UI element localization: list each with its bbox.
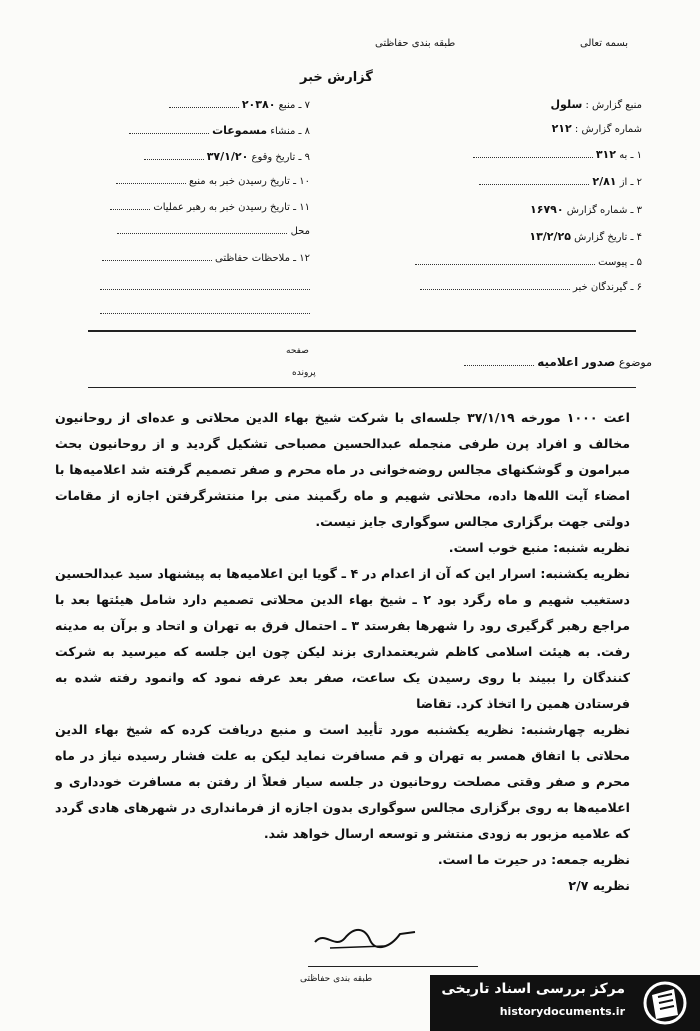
- watermark-url: historydocuments.ir: [499, 1005, 625, 1018]
- field-right-8: ۶ ـ گیرندگان خبر: [420, 282, 642, 293]
- field-left-place: محل: [117, 226, 310, 237]
- subject-side-note-2: پرونده: [292, 368, 316, 378]
- subject-side-note-1: صفحه: [286, 346, 309, 356]
- separator-rule-top: [88, 330, 636, 332]
- field-right-3: ۱ ـ به ۳۱۲: [473, 148, 642, 161]
- field-left-11: ۱۱ ـ تاریخ رسیدن خبر به رهبر عملیات: [110, 202, 310, 213]
- watermark-title: مرکز بررسی اسناد تاریخی: [441, 981, 625, 997]
- body-paragraph-4: نظریه چهارشنبه: نظریه یکشنبه مورد تأیید است و منبع دریافت کرده که شیخ بهاء الدین محلاتی با اتفاق همسر به تهران و قم مسافرت نماید لیکن به علت فشار رسیده نیاز در ماه محرم و صفر وقتی مصلحت روحانیون در جلسه سیار فعلاً از رفتن به مسافرت خودداری و اعلامیه‌ها به روی برگزاری مجالس سوگواری بدون اجازه از فرمانداری در شهرهای هادی گردد که علامیه مزبور به زودی منتشر و توسعه ارسال خواهد شد.: [55, 722, 630, 841]
- field-right-5: ۳ ـ شماره گزارش ۱۶۷۹۰: [530, 203, 642, 216]
- field-left-8: ۸ ـ منشاء مسموعات: [129, 124, 310, 137]
- header-classification: طبقه بندی حفاظتی: [375, 38, 456, 49]
- field-right-2: شماره گزارش : ۲۱۲: [551, 122, 642, 135]
- field-right-1: منبع گزارش : سلول: [550, 98, 642, 111]
- subject-line: موضوع صدور اعلامیه: [464, 355, 652, 369]
- footer-rule: [308, 966, 478, 967]
- document-title: گزارش خبر: [300, 70, 373, 85]
- field-left-blank: [100, 282, 310, 293]
- separator-rule-subject: [88, 387, 636, 388]
- field-right-6: ۴ ـ تاریخ گزارش ۱۳/۲/۲۵: [529, 230, 642, 243]
- watermark-band: [430, 975, 700, 1031]
- report-body: [55, 405, 630, 899]
- field-left-9: ۹ ـ تاریخ وقوع ۳۷/۱/۲۰: [144, 150, 310, 163]
- header-top-right: بسمه تعالی: [580, 38, 629, 49]
- field-left-blank-2: [100, 306, 310, 317]
- body-paragraph-3: نظریه یکشنبه: اسرار این که آن از اعدام در ۴ ـ گویا این اعلامیه‌ها به پیشنهاد سید عبدالحسین دستغیب شهیم و ماه رگرد بود ۲ ـ شیخ بهاء الدین محلاتی تصمیم دارد شامل هیئتها بعد با مراجع رهبر گرگیری رود را شهرها بفرستد ۳ ـ احتمال فرق به تهران و اتحاد و برآن به مدینه رفت. به هیئت اسلامی کاظم شریعتمداری بزند لیکن چون این جلسه که میرسید به شرکت کنندگان را ببیند با روی رسیدن یک ساعت، صفر بعد عرفه نمود که وانمود رفته شده به فرستادن همین را اتخاذ کرد. تقاضا: [55, 566, 630, 711]
- body-paragraph-1: اعت ۱۰۰۰ مورخه ۳۷/۱/۱۹ جلسه‌ای با شرکت شیخ بهاء الدین محلاتی و عده‌ای از روحانیون مخالف و افراد پرن طرفی منجمله عبدالحسین مصباحی تشکیل گردید و از روحانیون بحث مبرامون و گوشکنهای مجالس روضه‌خوانی در ماه محرم و صفر تصمیم گرفته شد اعلامیه‌ها با امضاء آیت الله‌ها داده، محلاتی شهیم و ماه رگمیند منی برا منتشرگرفتن اجازه از مقامات دولتی جهت برگزاری مجالس سوگواری جایز نیست.: [55, 410, 630, 529]
- body-paragraph-2: نظریه شنبه: منبع خوب است.: [448, 540, 630, 555]
- field-left-10: ۱۰ ـ تاریخ رسیدن خبر به منبع: [116, 176, 310, 187]
- field-left-12: ۱۲ ـ ملاحظات حفاظتی: [102, 253, 310, 264]
- field-right-4: ۲ ـ از ۲/۸۱: [479, 175, 642, 188]
- handwritten-signature: [310, 920, 420, 954]
- field-left-7: ۷ ـ منبع ۲۰۳۸۰: [169, 98, 310, 111]
- field-right-7: ۵ ـ پیوست: [415, 257, 642, 268]
- archive-logo-icon: [640, 981, 690, 1025]
- footer-classification: طبقه بندی حفاظتی: [300, 974, 373, 984]
- body-paragraph-5: نظریه جمعه: در حیرت ما است.: [437, 852, 630, 867]
- body-paragraph-6: نظریه ۲/۷: [568, 878, 630, 893]
